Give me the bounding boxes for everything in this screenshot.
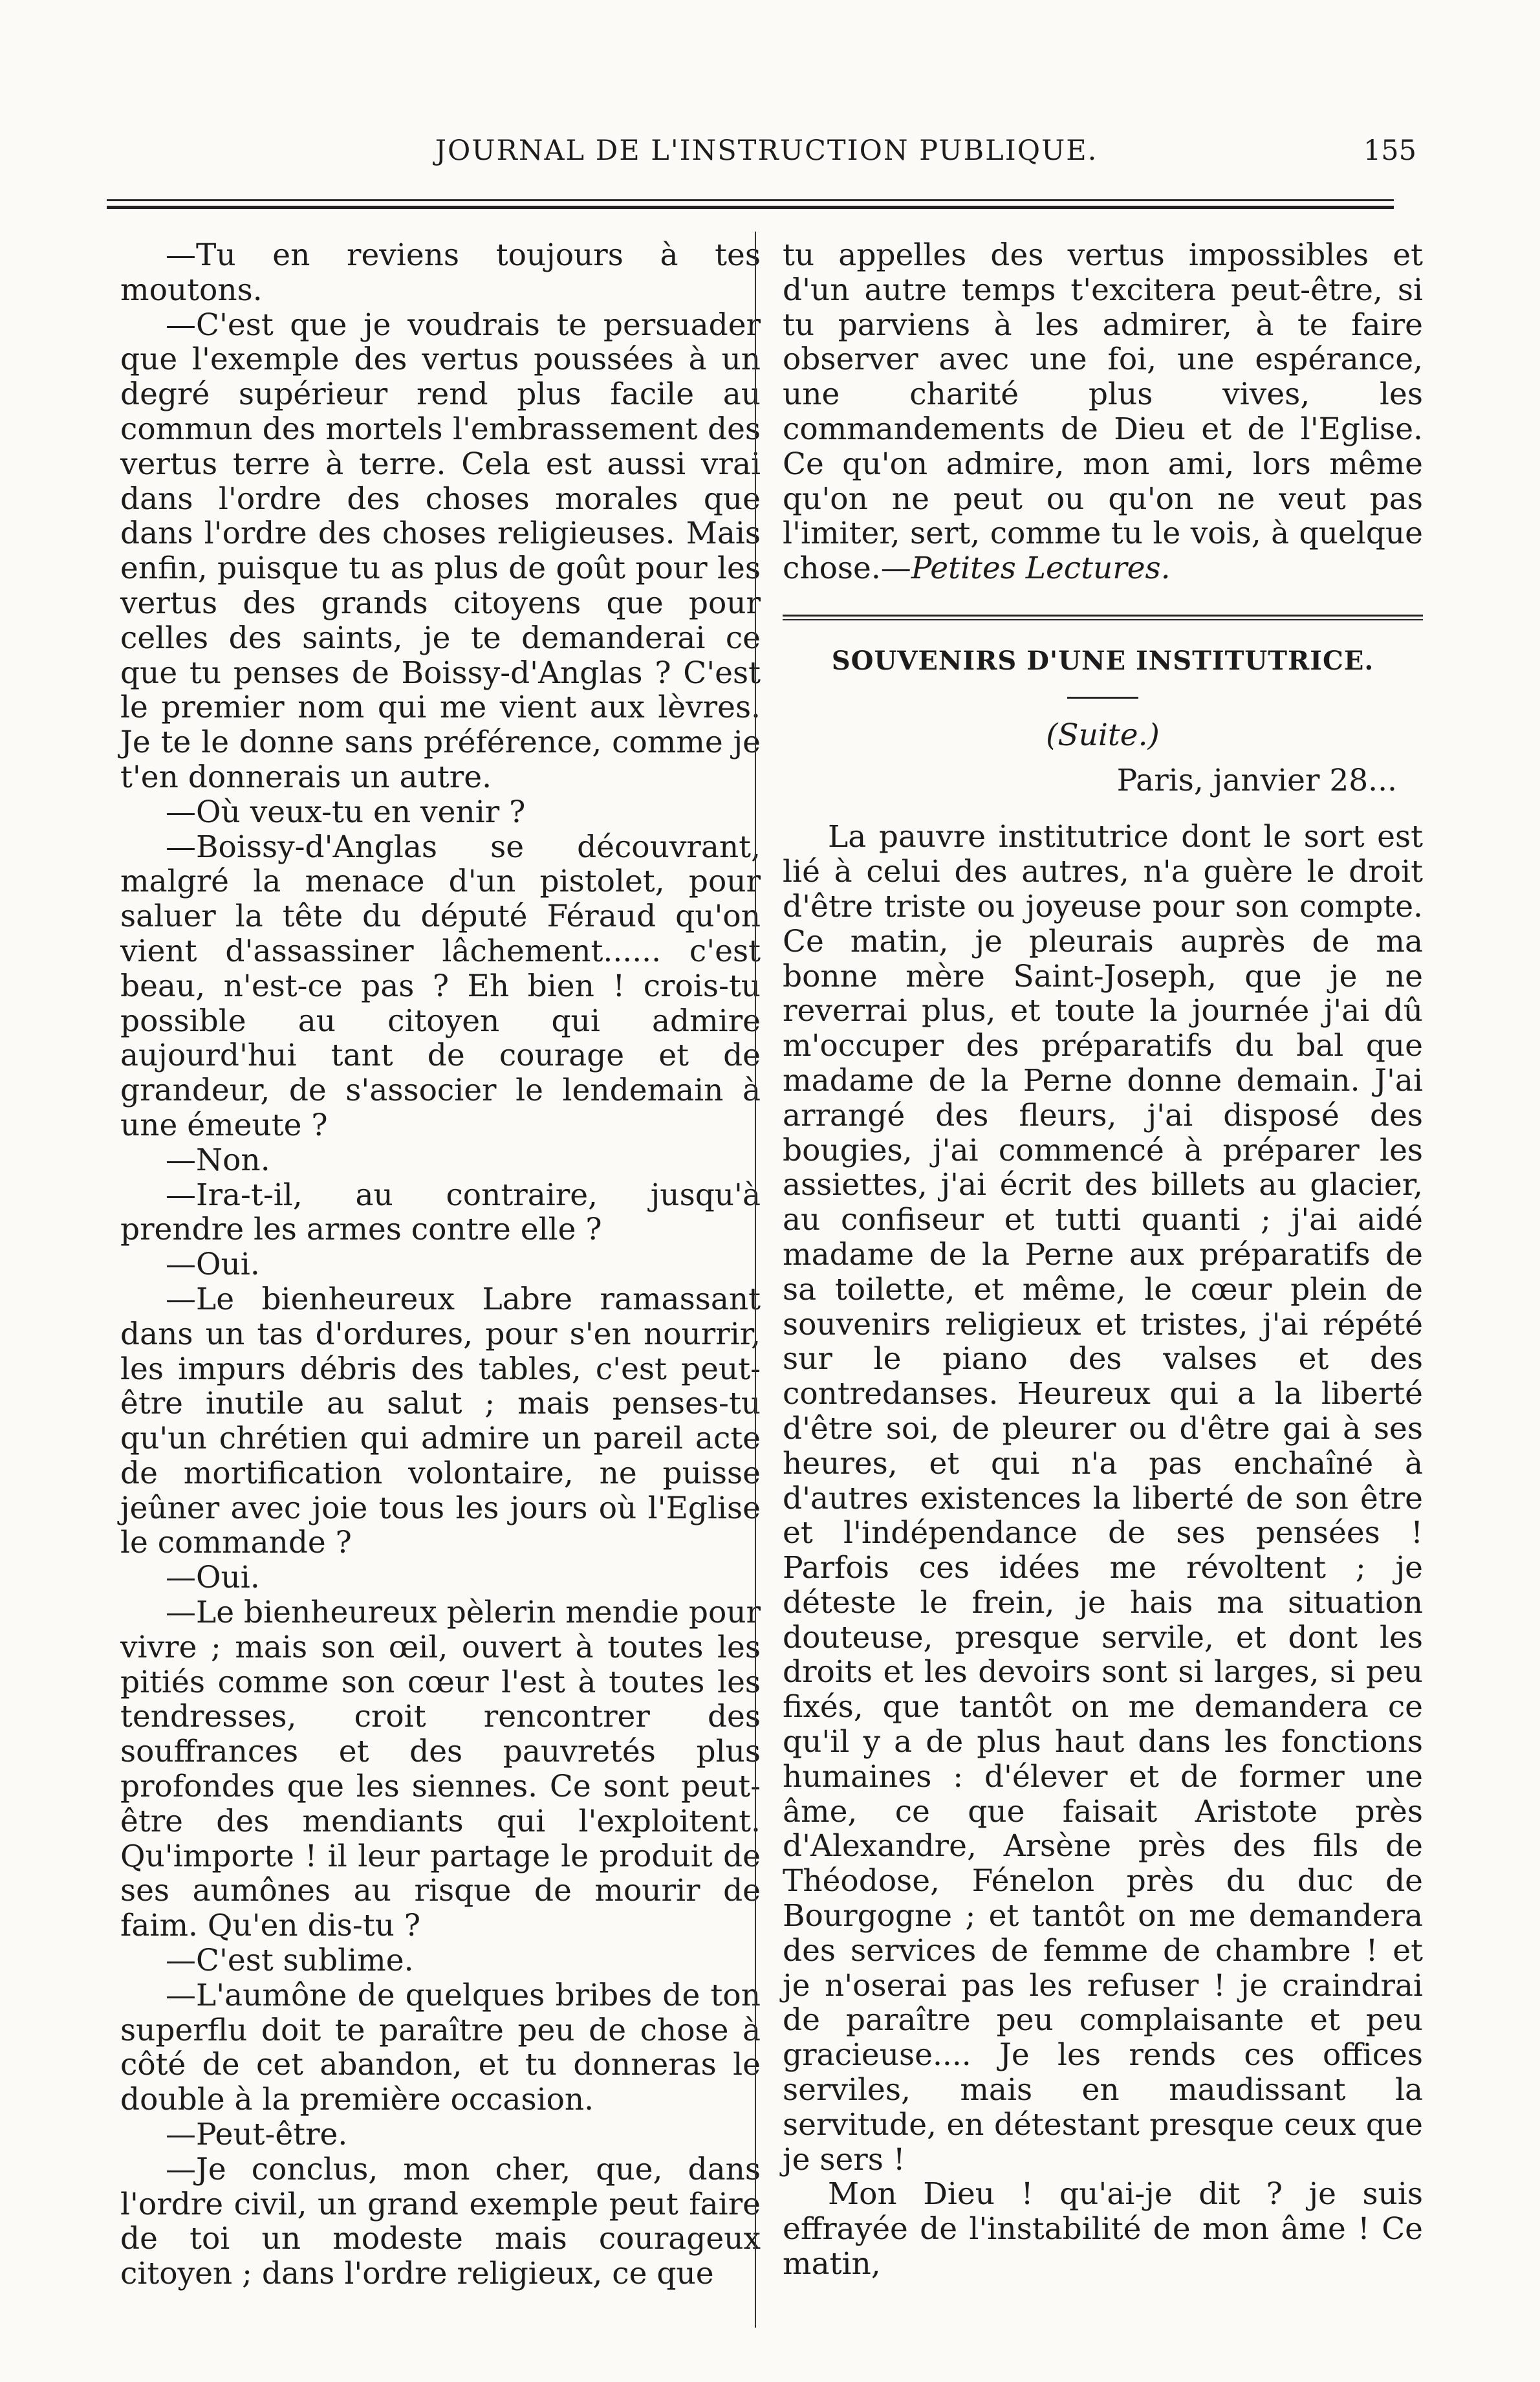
paragraph: —Le bienheureux pèlerin mendie pour vivre ; mais son œil, ouvert à toutes les pitiés comme son cœur l'est à toutes les tendresses, croit rencontrer des souffrances et des pauvretés plus profondes que les siennes. Ce sont peut-être des mendiants qui l'exploitent. Qu'importe ! il leur partage le produit de ses aumônes au risque de mourir de faim. Qu'en dis-tu ? (120, 1595, 761, 1944)
title-rule (1067, 697, 1138, 699)
suite-label: (Suite.) (1046, 717, 1160, 753)
attribution: Petites Lectures. (911, 551, 1171, 587)
column-divider (755, 232, 756, 2328)
paragraph: —Oui. (166, 1560, 260, 1596)
header-rule-thin (107, 199, 1394, 201)
paragraph: Mon Dieu ! qu'ai-je dit ? je suis effrayée de l'instabilité de mon âme ! Ce matin, (783, 2176, 1423, 2282)
dateline: Paris, janvier 28... (1116, 762, 1397, 798)
header-rule-thick (107, 206, 1394, 209)
page-header (116, 129, 1416, 175)
section-title: SOUVENIRS D'UNE INSTITUTRICE. (831, 645, 1374, 676)
paragraph: —Tu en reviens toujours à tes moutons. (120, 237, 761, 308)
paragraph: —Je conclus, mon cher, que, dans l'ordre civil, un grand exemple peut faire de toi un modeste mais courageux citoyen ; dans l'ordre religieux, ce que (120, 2151, 761, 2292)
right-column (783, 238, 1423, 2282)
paragraph: —Boissy-d'Anglas se découvrant, malgré la menace d'un pistolet, pour saluer la tête du député Féraud qu'on vient d'assassiner lâchement...... c'est beau, n'est-ce pas ? Eh bien ! crois-tu possible au citoyen qui admire aujourd'hui tant de courage et de grandeur, de s'associer le lendemain à une émeute ? (120, 829, 761, 1143)
paragraph: —C'est que je voudrais te persuader que l'exemple des vertus poussées à un degré supérieur rend plus facile au commun des mortels l'embrassement des vertus terre à terre. Cela est aussi vrai dans l'ordre des choses morales que dans l'ordre des choses religieuses. Mais enfin, puisque tu as plus de goût pour les vertus des grands citoyens que pour celles des saints, je te demanderai ce que tu penses de Boissy-d'Anglas ? C'est le premier nom qui me vient aux lèvres. Je te le donne sans préférence, comme je t'en donnerais un autre. (120, 307, 761, 795)
paragraph: La pauvre institutrice dont le sort est lié à celui des autres, n'a guère le droit d'être triste ou joyeuse pour son compte. Ce matin, je pleurais auprès de ma bonne mère Saint-Joseph, que je ne reverrai plus, et toute la journée j'ai dû m'occuper des préparatifs du bal que madame de la Perne donne demain. J'ai arrangé des fleurs, j'ai disposé des bougies, j'ai commencé à préparer les assiettes, j'ai écrit des billets au glacier, au confiseur et tutti quanti ; j'ai aidé madame de la Perne aux préparatifs de sa toilette, et même, le cœur plein de souvenirs religieux et tristes, j'ai répété sur le piano des valses et des contredanses. Heureux qui a la liberté d'être soi, de pleurer ou d'être gai à ses heures, et qui n'a pas enchaîné à d'autres existences la liberté de son être et l'indépendance de ses pensées ! Parfois ces idées me révoltent ; je déteste le frein, je hais ma situation douteuse, presque servile, et dont les droits et les devoirs sont si larges, si peu fixés, que tantôt on me demandera ce qu'il y a de plus haut dans les fonctions humaines : d'élever et de former une âme, ce que faisait Aristote près d'Alexandre, Arsène près des fils de Théodose, Fénelon près du duc de Bourgogne ; et tantôt on me demandera des services de femme de chambre ! et je n'oserai pas les refuser ! je craindrai de paraître peu complaisante et peu gracieuse.... Je les rends ces offices serviles, mais en maudissant la servitude, en détestant presque ceux que je sers ! (783, 819, 1423, 2178)
paragraph: —Peut-être. (166, 2117, 348, 2153)
continuation-text: tu appelles des vertus impossibles et d'un autre temps t'excitera peut-être, si tu parviens à les admirer, à te faire observer avec une foi, une espérance, une charité plus vives, les commandements de Dieu et de l'Eglise. Ce qu'on admire, mon ami, lors même qu'on ne peut ou qu'on ne veut pas l'imiter, sert, comme tu le vois, à quelque chose.— (783, 237, 1423, 587)
paragraph: —Non. (166, 1142, 270, 1178)
running-title: JOURNAL DE L'INSTRUCTION PUBLIQUE. (435, 135, 1098, 167)
left-column (120, 238, 761, 2291)
paragraph: —Le bienheureux Labre ramassant dans un tas d'ordures, pour s'en nourrir, les impurs débris des tables, c'est peut-être inutile au salut ; mais penses-tu qu'un chrétien qui admire un pareil acte de mortification volontaire, ne puisse jeûner avec joie tous les jours où l'Eglise le commande ? (120, 1281, 761, 1561)
paragraph: —C'est sublime. (166, 1943, 414, 1979)
paragraph: —Où veux-tu en venir ? (166, 794, 526, 830)
section-rule (783, 615, 1423, 617)
paragraph: —L'aumône de quelques bribes de ton superflu doit te paraître peu de chose à côté de cet abandon, et tu donneras le double à la première occasion. (120, 1977, 761, 2118)
section-rule-secondary (783, 619, 1423, 620)
page-number: 155 (1363, 135, 1416, 167)
paragraph: —Ira-t-il, au contraire, jusqu'à prendre les armes contre elle ? (120, 1177, 761, 1248)
continuation-paragraph (783, 238, 1423, 586)
paragraph: —Oui. (166, 1247, 260, 1283)
